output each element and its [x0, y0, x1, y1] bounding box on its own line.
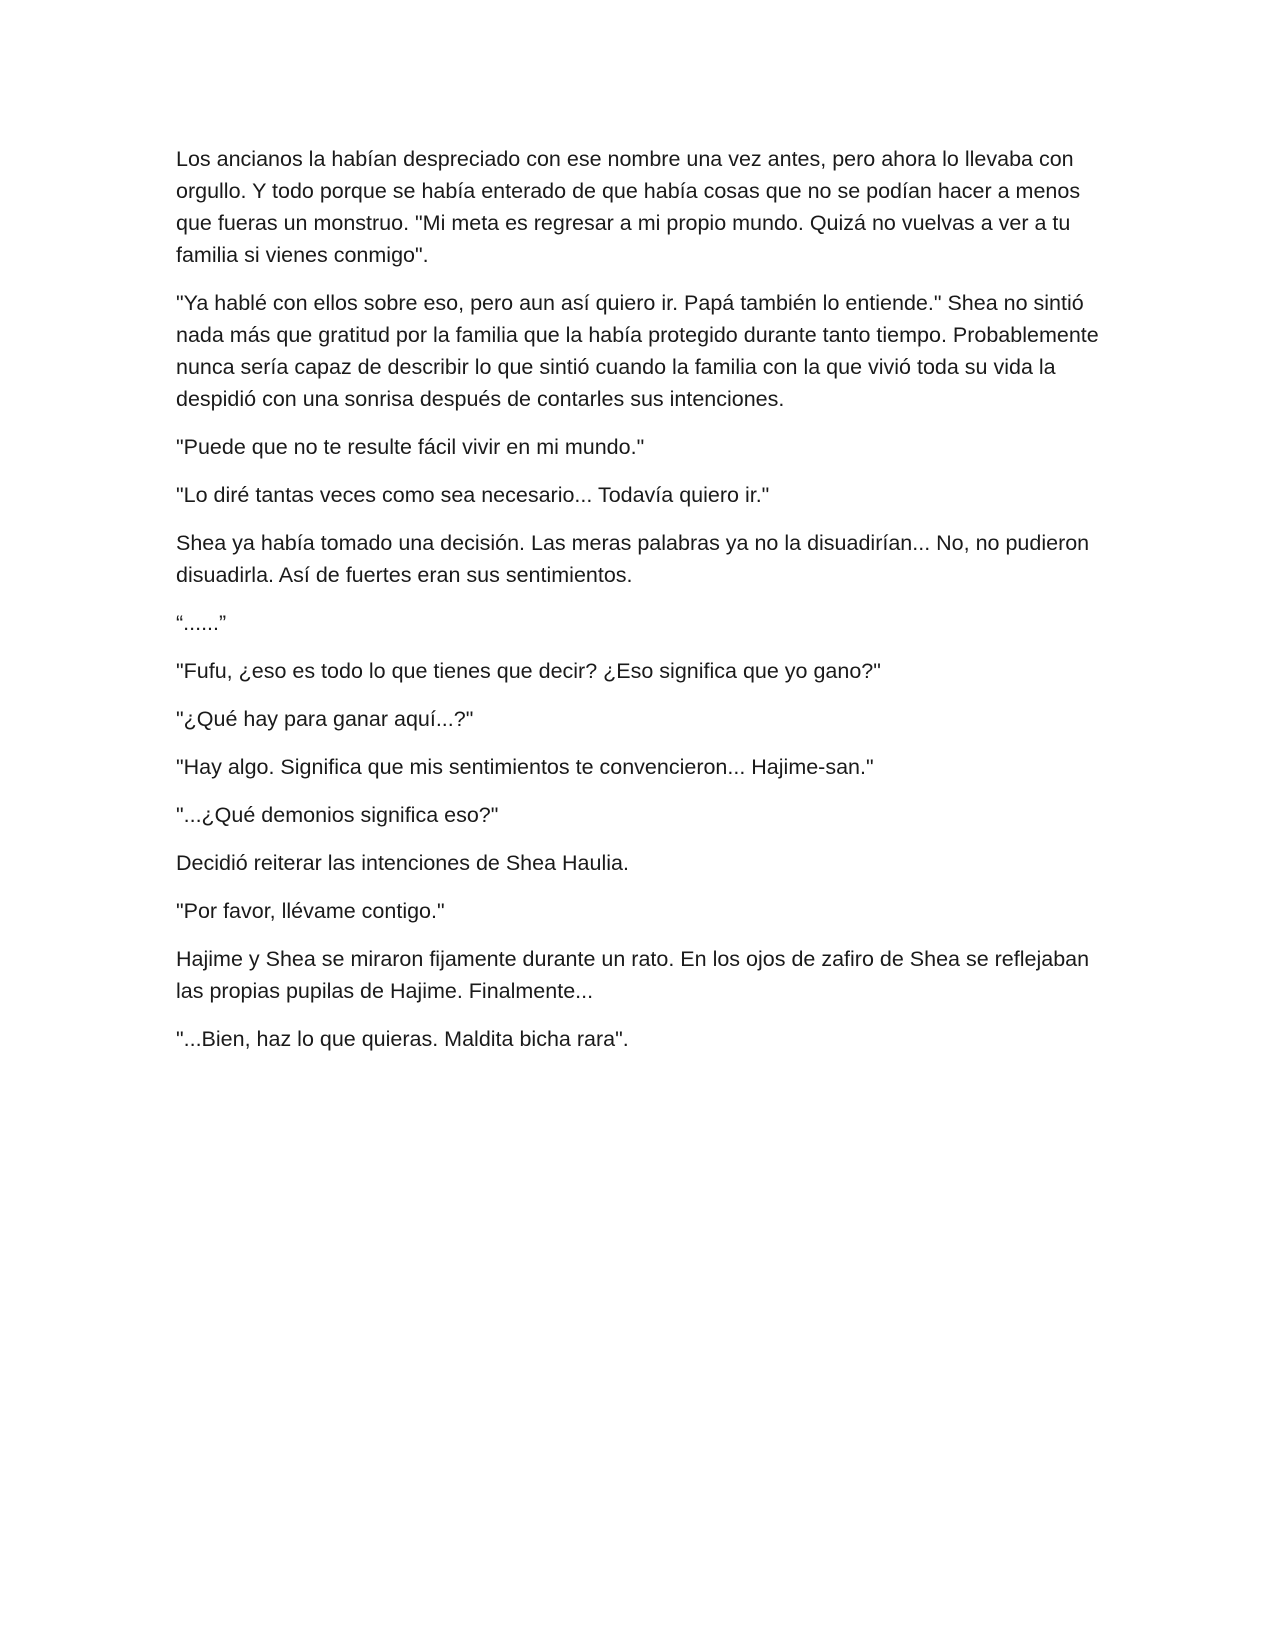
- paragraph: Shea ya había tomado una decisión. Las meras palabras ya no la disuadirían... No, no pudieron disuadirla. Así de fuertes eran sus sentimientos.: [176, 531, 1090, 587]
- paragraph: "Fufu, ¿eso es todo lo que tienes que decir? ¿Eso significa que yo gano?": [176, 659, 881, 683]
- paragraph: "Lo diré tantas veces como sea necesario... Todavía quiero ir.": [176, 483, 770, 507]
- paragraph: "Hay algo. Significa que mis sentimientos te convencieron... Hajime-san.": [176, 755, 874, 779]
- paragraph: "Puede que no te resulte fácil vivir en mi mundo.": [176, 435, 645, 459]
- paragraph: “......”: [176, 611, 227, 635]
- body-text: [176, 143, 1101, 1071]
- paragraph: "Ya hablé con ellos sobre eso, pero aun así quiero ir. Papá también lo entiende." Shea no sintió nada más que gratitud por la familia que la había protegido durante tanto tiempo. Probablemente nunca sería capaz de describir lo que sintió cuando la familia con la que vivió toda su vida la despidió con una sonrisa después de contarles sus intenciones.: [176, 291, 1099, 411]
- paragraph: "...Bien, haz lo que quieras. Maldita bicha rara".: [176, 1027, 629, 1051]
- paragraph: "¿Qué hay para ganar aquí...?": [176, 707, 474, 731]
- paragraph: Los ancianos la habían despreciado con ese nombre una vez antes, pero ahora lo llevaba con orgullo. Y todo porque se había enterado de que había cosas que no se podían hacer a menos que fueras un monstruo. "Mi meta es regresar a mi propio mundo. Quizá no vuelvas a ver a tu familia si vienes conmigo".: [176, 147, 1081, 267]
- paragraph: "Por favor, llévame contigo.": [176, 899, 445, 923]
- paragraph: "...¿Qué demonios significa eso?": [176, 803, 499, 827]
- paragraph: Hajime y Shea se miraron fijamente durante un rato. En los ojos de zafiro de Shea se reflejaban las propias pupilas de Hajime. Finalmente...: [176, 947, 1090, 1003]
- paragraph: Decidió reiterar las intenciones de Shea Haulia.: [176, 851, 629, 875]
